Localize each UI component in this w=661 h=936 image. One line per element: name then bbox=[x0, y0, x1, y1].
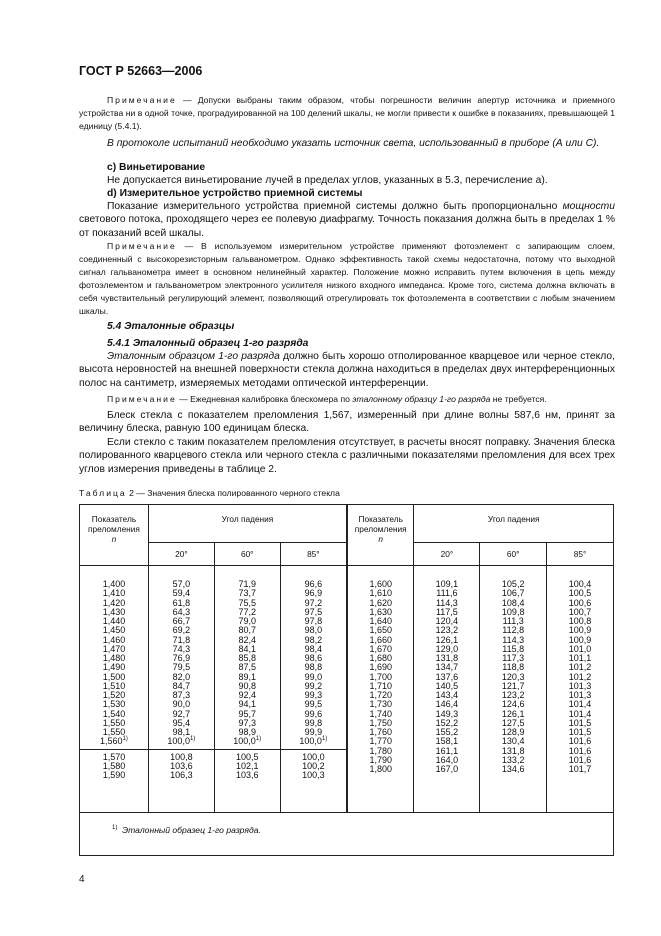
col-right-n bbox=[347, 566, 414, 813]
table-cell: 1,660 bbox=[369, 634, 392, 645]
note-text: — Допуски выбраны таким образом, чтобы погрешности величин апертур источника и приемного устройства ни в одной точке, проградуированной на 100 делений шкалы, не могли привести к ошибке в показаниях, превышающей 1 единицу (5.4.1). bbox=[79, 95, 615, 131]
table-cell: 101,3 bbox=[568, 690, 592, 700]
d-text-1: Показание измерительного устройства приемной системы должно быть пропорционально bbox=[107, 201, 563, 212]
table-cell: 99,3 bbox=[304, 690, 323, 700]
col-left-20 bbox=[148, 566, 214, 813]
table-cell: 103,6 bbox=[235, 770, 259, 780]
table-cell: 66,7 bbox=[172, 616, 191, 626]
section-c-title: c) Виньетирование bbox=[107, 162, 206, 173]
table-cell: 103,6 bbox=[170, 760, 193, 771]
table-cell: 79,0 bbox=[238, 616, 256, 626]
table-cell: 161,1 bbox=[435, 745, 459, 756]
table-cell: 109,8 bbox=[501, 606, 525, 617]
table-cell: 84,1 bbox=[238, 643, 256, 654]
table-cell: 101,6 bbox=[568, 754, 592, 765]
table-caption bbox=[79, 488, 340, 498]
table-cell: 112,8 bbox=[502, 625, 525, 636]
table-cell: 134,6 bbox=[501, 764, 525, 774]
footnote-ref: 1) bbox=[122, 736, 128, 743]
table-cell: 1,640 bbox=[369, 616, 392, 626]
table-cell: 101,5 bbox=[568, 727, 592, 737]
table-cell: 89,1 bbox=[238, 671, 256, 682]
footnote-mark: 1) bbox=[112, 825, 118, 832]
correction-paragraph: Если стекло с таким показателем преломления отсутствует, в расчеты вносят поправку. Значения блеска полированного кварцевого стекла или черного стекла с различными показателями преломления для всех трех углов измерения приведены в таблице 2. bbox=[79, 437, 615, 475]
table-cell: 101,2 bbox=[568, 662, 592, 673]
col-right-60 bbox=[480, 566, 547, 813]
section-5-4-1-title: 5.4.1 Эталонный образец 1-го разряда bbox=[107, 338, 309, 349]
note-3 bbox=[79, 393, 615, 406]
list bbox=[79, 749, 149, 781]
table-cell: 69,2 bbox=[172, 625, 191, 636]
table-cell: 140,5 bbox=[435, 680, 459, 691]
table-cell: 143,4 bbox=[435, 690, 459, 700]
header-85-left: 85° bbox=[280, 543, 347, 566]
note-text: — В используемом измерительном устройстве применяют фотоэлемент с запирающим слоем, соединенный с высокорезисторным гальванометром. Однако эффективность такой схемы недостаточна, потому что выходной сигнал гальванометра имеет в основном нелинейный характер. Положение можно исправить путем включения в цепь между фотоэлементом и гальванометром электронного усилителя низкого входного импеданса. Кроме того, система должна включать в себя чувствительный регулирующий элемент, позволяющий отрегулировать ток фотоэлемента в соответствии с любым значением шкалы. bbox=[79, 241, 615, 316]
table-cell: 137,6 bbox=[435, 671, 459, 682]
gloss-paragraph: Блеск стекла с показателем преломления 1,567, измеренный при длине волны 587,6 нм, принят за величину блеска, равную 100 единицам блеска. bbox=[79, 410, 615, 435]
table-cell: 100,4 bbox=[568, 579, 592, 589]
table-cell: 100,6 bbox=[568, 597, 592, 608]
table-cell: 131,8 bbox=[435, 653, 459, 663]
table-cell: 98,9 bbox=[238, 727, 256, 737]
header-index-right bbox=[347, 505, 414, 566]
table-cell: 98,2 bbox=[304, 634, 323, 645]
table-cell: 1,590 bbox=[102, 770, 126, 780]
note-text-italic: эталонному образцу 1-го разряда bbox=[352, 394, 491, 404]
header-index-label: Показатель преломления bbox=[354, 514, 407, 534]
table-cell: 99,0 bbox=[304, 671, 323, 682]
table-cell: 120,3 bbox=[501, 671, 525, 682]
table-cell: 100,0$^{1)}$ bbox=[233, 736, 262, 747]
table-cell: 105,2 bbox=[501, 579, 525, 589]
table-cell: 1,440 bbox=[102, 616, 126, 626]
header-angle-left: Угол падения bbox=[148, 505, 347, 543]
table-footnote bbox=[80, 813, 614, 856]
table-cell: 128,9 bbox=[501, 727, 525, 737]
table-cell: 98,4 bbox=[304, 643, 323, 654]
list bbox=[348, 580, 413, 774]
table-cell: 1,510 bbox=[102, 680, 126, 691]
table-cell: 167,0 bbox=[435, 764, 459, 774]
header-n: n bbox=[111, 534, 117, 544]
table-cell: 1,790 bbox=[369, 754, 392, 765]
col-left-60 bbox=[214, 566, 280, 813]
table-cell: 1,630 bbox=[369, 606, 392, 617]
table-cell: 98,6 bbox=[304, 653, 323, 663]
table-cell: 98,0 bbox=[304, 625, 323, 636]
table-cell: 134,7 bbox=[435, 662, 459, 673]
table-cell: 1,780 bbox=[369, 745, 392, 756]
table-cell: 90,0 bbox=[172, 699, 191, 710]
table-cell: 99,8 bbox=[304, 717, 323, 728]
table-cell: 94,1 bbox=[238, 699, 256, 710]
table-cell: 126,1 bbox=[501, 708, 525, 719]
header-60-right: 60° bbox=[480, 543, 547, 566]
footnote-ref: 1) bbox=[321, 736, 328, 743]
table-cell: 100,8 bbox=[170, 751, 193, 762]
table-cell: 99,9 bbox=[304, 727, 323, 737]
table-cell: 1,750 bbox=[369, 717, 392, 728]
list bbox=[280, 749, 347, 781]
table-cell: 121,7 bbox=[501, 680, 525, 691]
table-cell: 1,400 bbox=[102, 579, 126, 589]
footnote-text: Эталонный образец 1-го разряда. bbox=[122, 825, 261, 835]
note-text-a: — Ежедневная калибровка блескомера по bbox=[176, 394, 353, 404]
table-cell: 85,8 bbox=[238, 653, 256, 663]
table-cell: 111,3 bbox=[502, 616, 524, 626]
table-cell: 100,3 bbox=[302, 770, 325, 780]
table-cell: 100,5 bbox=[568, 588, 592, 599]
note-2 bbox=[79, 240, 615, 318]
table-cell: 149,3 bbox=[435, 708, 459, 719]
table-cell: 114,3 bbox=[435, 597, 458, 608]
table-cell: 101,5 bbox=[568, 717, 592, 728]
section-d-title: d) Измерительное устройство приемной системы bbox=[107, 188, 363, 199]
col-right-20 bbox=[414, 566, 480, 813]
page-number: 4 bbox=[79, 874, 85, 885]
table-cell: 102,1 bbox=[235, 760, 259, 771]
table-cell: 100,8 bbox=[568, 616, 592, 626]
list bbox=[547, 580, 613, 774]
table-cell: 106,3 bbox=[170, 770, 193, 780]
col-right-85 bbox=[547, 566, 614, 813]
table-cell: 114,3 bbox=[502, 634, 525, 645]
table-cell: 1,490 bbox=[102, 662, 126, 673]
table-cell: 79,5 bbox=[172, 662, 191, 673]
table-cell: 100,0$^{1)}$ bbox=[299, 736, 328, 747]
header-index-label: Показатель преломления bbox=[88, 514, 140, 534]
note-label: Примечание bbox=[107, 394, 177, 404]
table-cell: 1,450 bbox=[102, 625, 126, 636]
table-cell: 1,580 bbox=[102, 760, 126, 771]
table-cell: 101,7 bbox=[568, 764, 592, 774]
table-cell: 84,7 bbox=[172, 680, 191, 691]
table-cell: 1,610 bbox=[369, 588, 392, 599]
table-cell: 1,770 bbox=[369, 736, 392, 747]
table-cell: 1,620 bbox=[369, 597, 392, 608]
header-20-right: 20° bbox=[414, 543, 480, 566]
table-cell: 101,4 bbox=[568, 708, 592, 719]
table-cell: 1,680 bbox=[369, 653, 392, 663]
table-cell: 76,9 bbox=[172, 653, 191, 663]
table-cell: 98,1 bbox=[172, 727, 191, 737]
table-cell: 124,6 bbox=[501, 699, 525, 710]
table-cell: 155,2 bbox=[435, 727, 459, 737]
table-cell: 101,2 bbox=[568, 671, 592, 682]
table-cell: 100,5 bbox=[235, 751, 259, 762]
table-cell: 97,5 bbox=[304, 606, 323, 617]
table-cell: 164,0 bbox=[435, 754, 459, 765]
table-cell: 1,740 bbox=[369, 708, 392, 719]
table-cell: 106,7 bbox=[501, 588, 525, 599]
note-text-b: не требуется. bbox=[490, 394, 547, 404]
table-cell: 1,550 bbox=[102, 717, 126, 728]
page-header: ГОСТ Р 52663—2006 bbox=[79, 64, 203, 78]
table-cell: 80,7 bbox=[238, 625, 256, 636]
table-cell: 1,480 bbox=[102, 653, 126, 663]
table-cell: 98,8 bbox=[304, 662, 323, 673]
table-cell: 61,8 bbox=[172, 597, 191, 608]
table-cell: 108,4 bbox=[501, 597, 525, 608]
table-cell: 1,710 bbox=[369, 680, 392, 691]
table-cell: 1,550 bbox=[102, 727, 126, 737]
table-cell: 1,530 bbox=[102, 699, 126, 710]
table-cell: 100,9 bbox=[568, 634, 592, 645]
etalon-text: должно быть хорошо отполированное кварцевое или черное стекло, высота неровностей на внешней поверхности стекла должна находиться в пределах двух интерференционных полос на сантиметр, измеряемых методами оптической интерференции. bbox=[79, 351, 615, 389]
table-cell: 99,5 bbox=[304, 699, 323, 710]
table-cell: 1,540 bbox=[102, 708, 126, 719]
table-cell: 96,9 bbox=[304, 588, 323, 599]
table-cell: 1,560$^{1)}$ bbox=[100, 736, 128, 747]
table-cell: 123,2 bbox=[501, 690, 525, 700]
d-text-2: светового потока, проходящего через ее полевую диафрагму. Точность показания должна быть в пределах 1 % от показаний всей шкалы. bbox=[79, 214, 615, 239]
footnote-ref: 1) bbox=[255, 736, 262, 743]
header-20-left: 20° bbox=[148, 543, 214, 566]
table-cell: 99,6 bbox=[304, 708, 323, 719]
table-cell: 127,5 bbox=[501, 717, 525, 728]
table-cell: 133,2 bbox=[501, 754, 525, 765]
list bbox=[148, 749, 215, 781]
table-cell: 101,1 bbox=[568, 653, 592, 663]
list bbox=[214, 749, 281, 781]
table-cell: 1,720 bbox=[369, 690, 392, 700]
table-cell: 100,0 bbox=[302, 751, 325, 762]
table-cell: 1,520 bbox=[102, 690, 126, 700]
table-cell: 97,8 bbox=[304, 616, 323, 626]
section-5-4-title: 5.4 Эталонные образцы bbox=[107, 321, 235, 332]
table-cell: 64,3 bbox=[172, 606, 191, 617]
table-cell: 101,4 bbox=[568, 699, 592, 710]
header-angle-right: Угол падения bbox=[414, 505, 614, 543]
table-cell: 1,420 bbox=[102, 597, 126, 608]
table-cell: 123,2 bbox=[435, 625, 459, 636]
table-cell: 74,3 bbox=[172, 643, 191, 654]
table-cell: 97,2 bbox=[304, 597, 323, 608]
table-cell: 92,4 bbox=[238, 690, 256, 700]
table-cell: 1,500 bbox=[102, 671, 126, 682]
table-cell: 1,410 bbox=[102, 588, 126, 599]
header-85-right: 85° bbox=[547, 543, 614, 566]
table-cell: 87,5 bbox=[238, 662, 256, 673]
table-cell: 1,700 bbox=[369, 671, 392, 682]
table-cell: 130,4 bbox=[501, 736, 525, 747]
table-cell: 96,6 bbox=[304, 579, 323, 589]
table-cell: 131,8 bbox=[501, 745, 525, 756]
list bbox=[80, 580, 148, 747]
col-left-n bbox=[80, 566, 149, 813]
header-n: n bbox=[378, 534, 384, 544]
table-cell: 1,670 bbox=[369, 643, 392, 654]
table-cell: 1,650 bbox=[369, 625, 392, 636]
header-index-left bbox=[80, 505, 149, 566]
table-cell: 111,6 bbox=[436, 588, 458, 599]
list bbox=[215, 580, 280, 747]
table-cell: 59,4 bbox=[172, 588, 191, 599]
table-cell: 101,6 bbox=[568, 745, 592, 756]
table-cell: 97,3 bbox=[238, 717, 256, 728]
table-cell: 100,0$^{1)}$ bbox=[167, 736, 196, 747]
col-left-85 bbox=[280, 566, 347, 813]
table-cell: 99,2 bbox=[304, 680, 323, 691]
table-cell: 101,6 bbox=[568, 736, 592, 747]
table-cell: 92,7 bbox=[172, 708, 191, 719]
table-cell: 71,9 bbox=[238, 579, 256, 589]
list bbox=[149, 580, 214, 747]
table-cell: 100,9 bbox=[568, 625, 592, 636]
table-cell: 71,8 bbox=[172, 634, 191, 645]
table-cell: 117,5 bbox=[435, 606, 458, 617]
table-cell: 1,470 bbox=[102, 643, 126, 654]
table-cell: 100,7 bbox=[568, 606, 592, 617]
table-cell: 1,760 bbox=[369, 727, 392, 737]
header-60-left: 60° bbox=[214, 543, 280, 566]
table-cell: 95,7 bbox=[238, 708, 256, 719]
table-cell: 126,1 bbox=[435, 634, 459, 645]
list bbox=[414, 580, 479, 774]
list bbox=[480, 580, 546, 774]
etalon-italic: Эталонным образцом 1-го разряда bbox=[107, 351, 280, 362]
note-1 bbox=[79, 94, 615, 133]
table-cell: 1,460 bbox=[102, 634, 126, 645]
table-cell: 109,1 bbox=[435, 579, 459, 589]
section-d-text bbox=[79, 200, 615, 240]
table-cell: 90,8 bbox=[238, 680, 256, 691]
table-cell: 77,2 bbox=[238, 606, 256, 617]
caption-text: 2 — Значения блеска полированного черного стекла bbox=[126, 488, 340, 498]
table-cell: 1,800 bbox=[369, 764, 392, 774]
table-cell: 100,2 bbox=[302, 760, 325, 771]
table-cell: 57,0 bbox=[172, 579, 191, 589]
d-text-italic: мощности bbox=[562, 201, 615, 212]
list bbox=[281, 580, 346, 747]
table-cell: 101,0 bbox=[568, 643, 592, 654]
note-label: Примечание bbox=[107, 95, 177, 105]
table-cell: 1,600 bbox=[369, 579, 392, 589]
section-c-text: Не допускается виньетирование лучей в пределах углов, указанных в 5.3, перечисление а). bbox=[107, 175, 548, 186]
protocol-paragraph: В протоколе испытаний необходимо указать источник света, использованный в приборе (А или С). bbox=[107, 138, 600, 149]
table-cell: 152,2 bbox=[435, 717, 459, 728]
table-cell: 158,1 bbox=[435, 736, 459, 747]
table-cell: 1,570 bbox=[102, 751, 126, 762]
table-cell: 146,4 bbox=[435, 699, 459, 710]
table-cell: 117,3 bbox=[502, 653, 525, 663]
footnote-ref: 1) bbox=[189, 736, 196, 743]
table-cell: 1,730 bbox=[369, 699, 392, 710]
table-cell: 101,3 bbox=[568, 680, 592, 691]
section-5-4-1-text bbox=[79, 350, 615, 390]
gloss-table bbox=[79, 504, 614, 856]
table-cell: 1,430 bbox=[102, 606, 126, 617]
table-cell: 82,4 bbox=[238, 634, 256, 645]
table-cell: 118,8 bbox=[502, 662, 525, 673]
table-cell: 1,690 bbox=[369, 662, 392, 673]
table-cell: 115,8 bbox=[502, 643, 525, 654]
table-cell: 120,4 bbox=[435, 616, 459, 626]
table-cell: 82,0 bbox=[172, 671, 191, 682]
caption-label: Таблица bbox=[79, 488, 127, 498]
note-label: Примечание bbox=[107, 241, 177, 251]
table-cell: 129,0 bbox=[435, 643, 459, 654]
table-cell: 75,5 bbox=[238, 597, 256, 608]
table-cell: 73,7 bbox=[238, 588, 256, 599]
table-cell: 87,3 bbox=[172, 690, 191, 700]
table-cell: 95,4 bbox=[172, 717, 191, 728]
